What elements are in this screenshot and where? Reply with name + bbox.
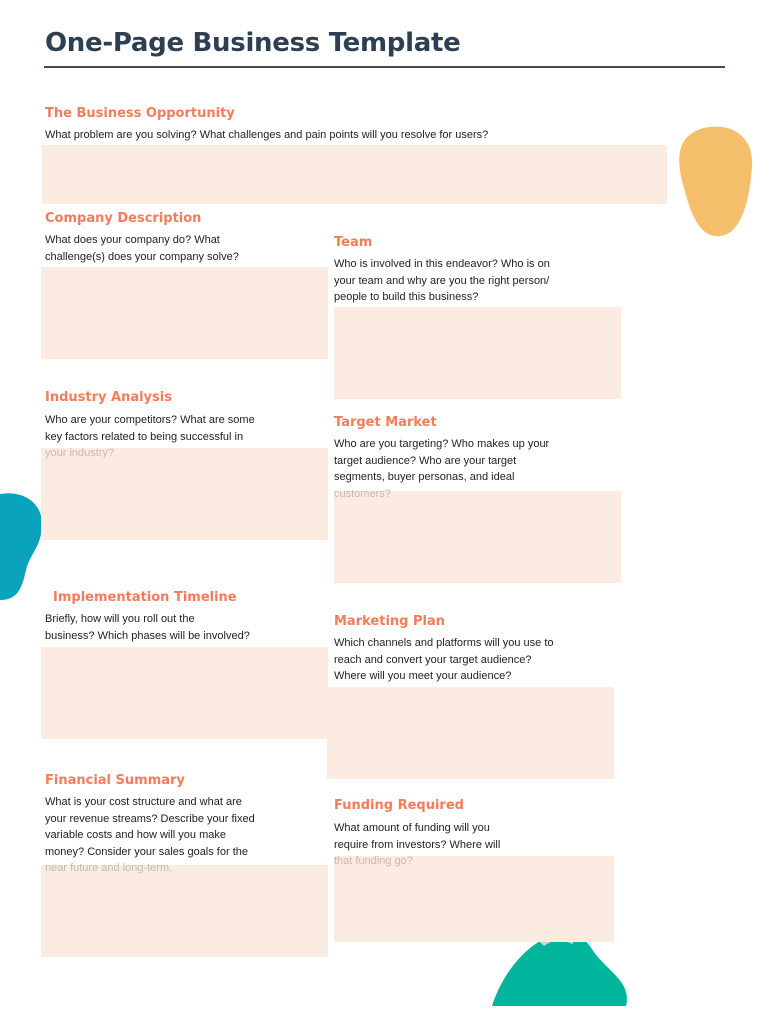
company-heading: Company Description [45,211,202,226]
page-title: One-Page Business Template [45,28,461,58]
opportunity-heading: The Business Opportunity [45,106,235,121]
target-input-box[interactable] [334,491,621,583]
company-input-box[interactable] [41,267,328,359]
financial-heading: Financial Summary [45,773,185,788]
funding-heading: Funding Required [334,798,464,813]
team-input-box[interactable] [334,307,621,399]
target-prompt: Who are you targeting? Who makes up your target audience? Who are your target segments, buyer personas, and ideal customers? [334,438,550,500]
green-blob-decoration [492,932,630,1006]
timeline-prompt: Briefly, how will you roll out the business? Which phases will be involved? [45,613,250,642]
company-prompt: What does your company do? What challenge(s) does your company solve? [45,234,239,263]
opportunity-prompt: What problem are you solving? What challenges and pain points will you resolve for users? [45,129,489,141]
timeline-input-box[interactable] [41,647,328,739]
funding-prompt: What amount of funding will you require from investors? Where will that funding go? [334,822,501,867]
title-divider [44,66,725,68]
marketing-heading: Marketing Plan [334,614,446,629]
teal-blob-decoration [0,492,44,602]
team-heading: Team [334,235,373,250]
timeline-heading: Implementation Timeline [53,590,237,605]
orange-blob-decoration [676,126,756,238]
industry-input-box[interactable] [41,448,328,540]
target-heading: Target Market [334,415,437,430]
financial-input-box[interactable] [41,865,328,957]
team-prompt: Who is involved in this endeavor? Who is on your team and why are you the right person/ people to build this business? [334,258,550,303]
opportunity-input-box[interactable] [42,145,667,204]
industry-heading: Industry Analysis [45,390,172,405]
marketing-input-box[interactable] [327,687,614,779]
industry-prompt: Who are your competitors? What are some key factors related to being successful in your industry? [45,414,255,459]
marketing-prompt: Which channels and platforms will you use to reach and convert your target audience? Where will you meet your audience? [334,637,554,682]
financial-prompt: What is your cost structure and what are your revenue streams? Describe your fixed variable costs and how will you make money? Consider your sales goals for the near future and long-term. [45,796,255,874]
